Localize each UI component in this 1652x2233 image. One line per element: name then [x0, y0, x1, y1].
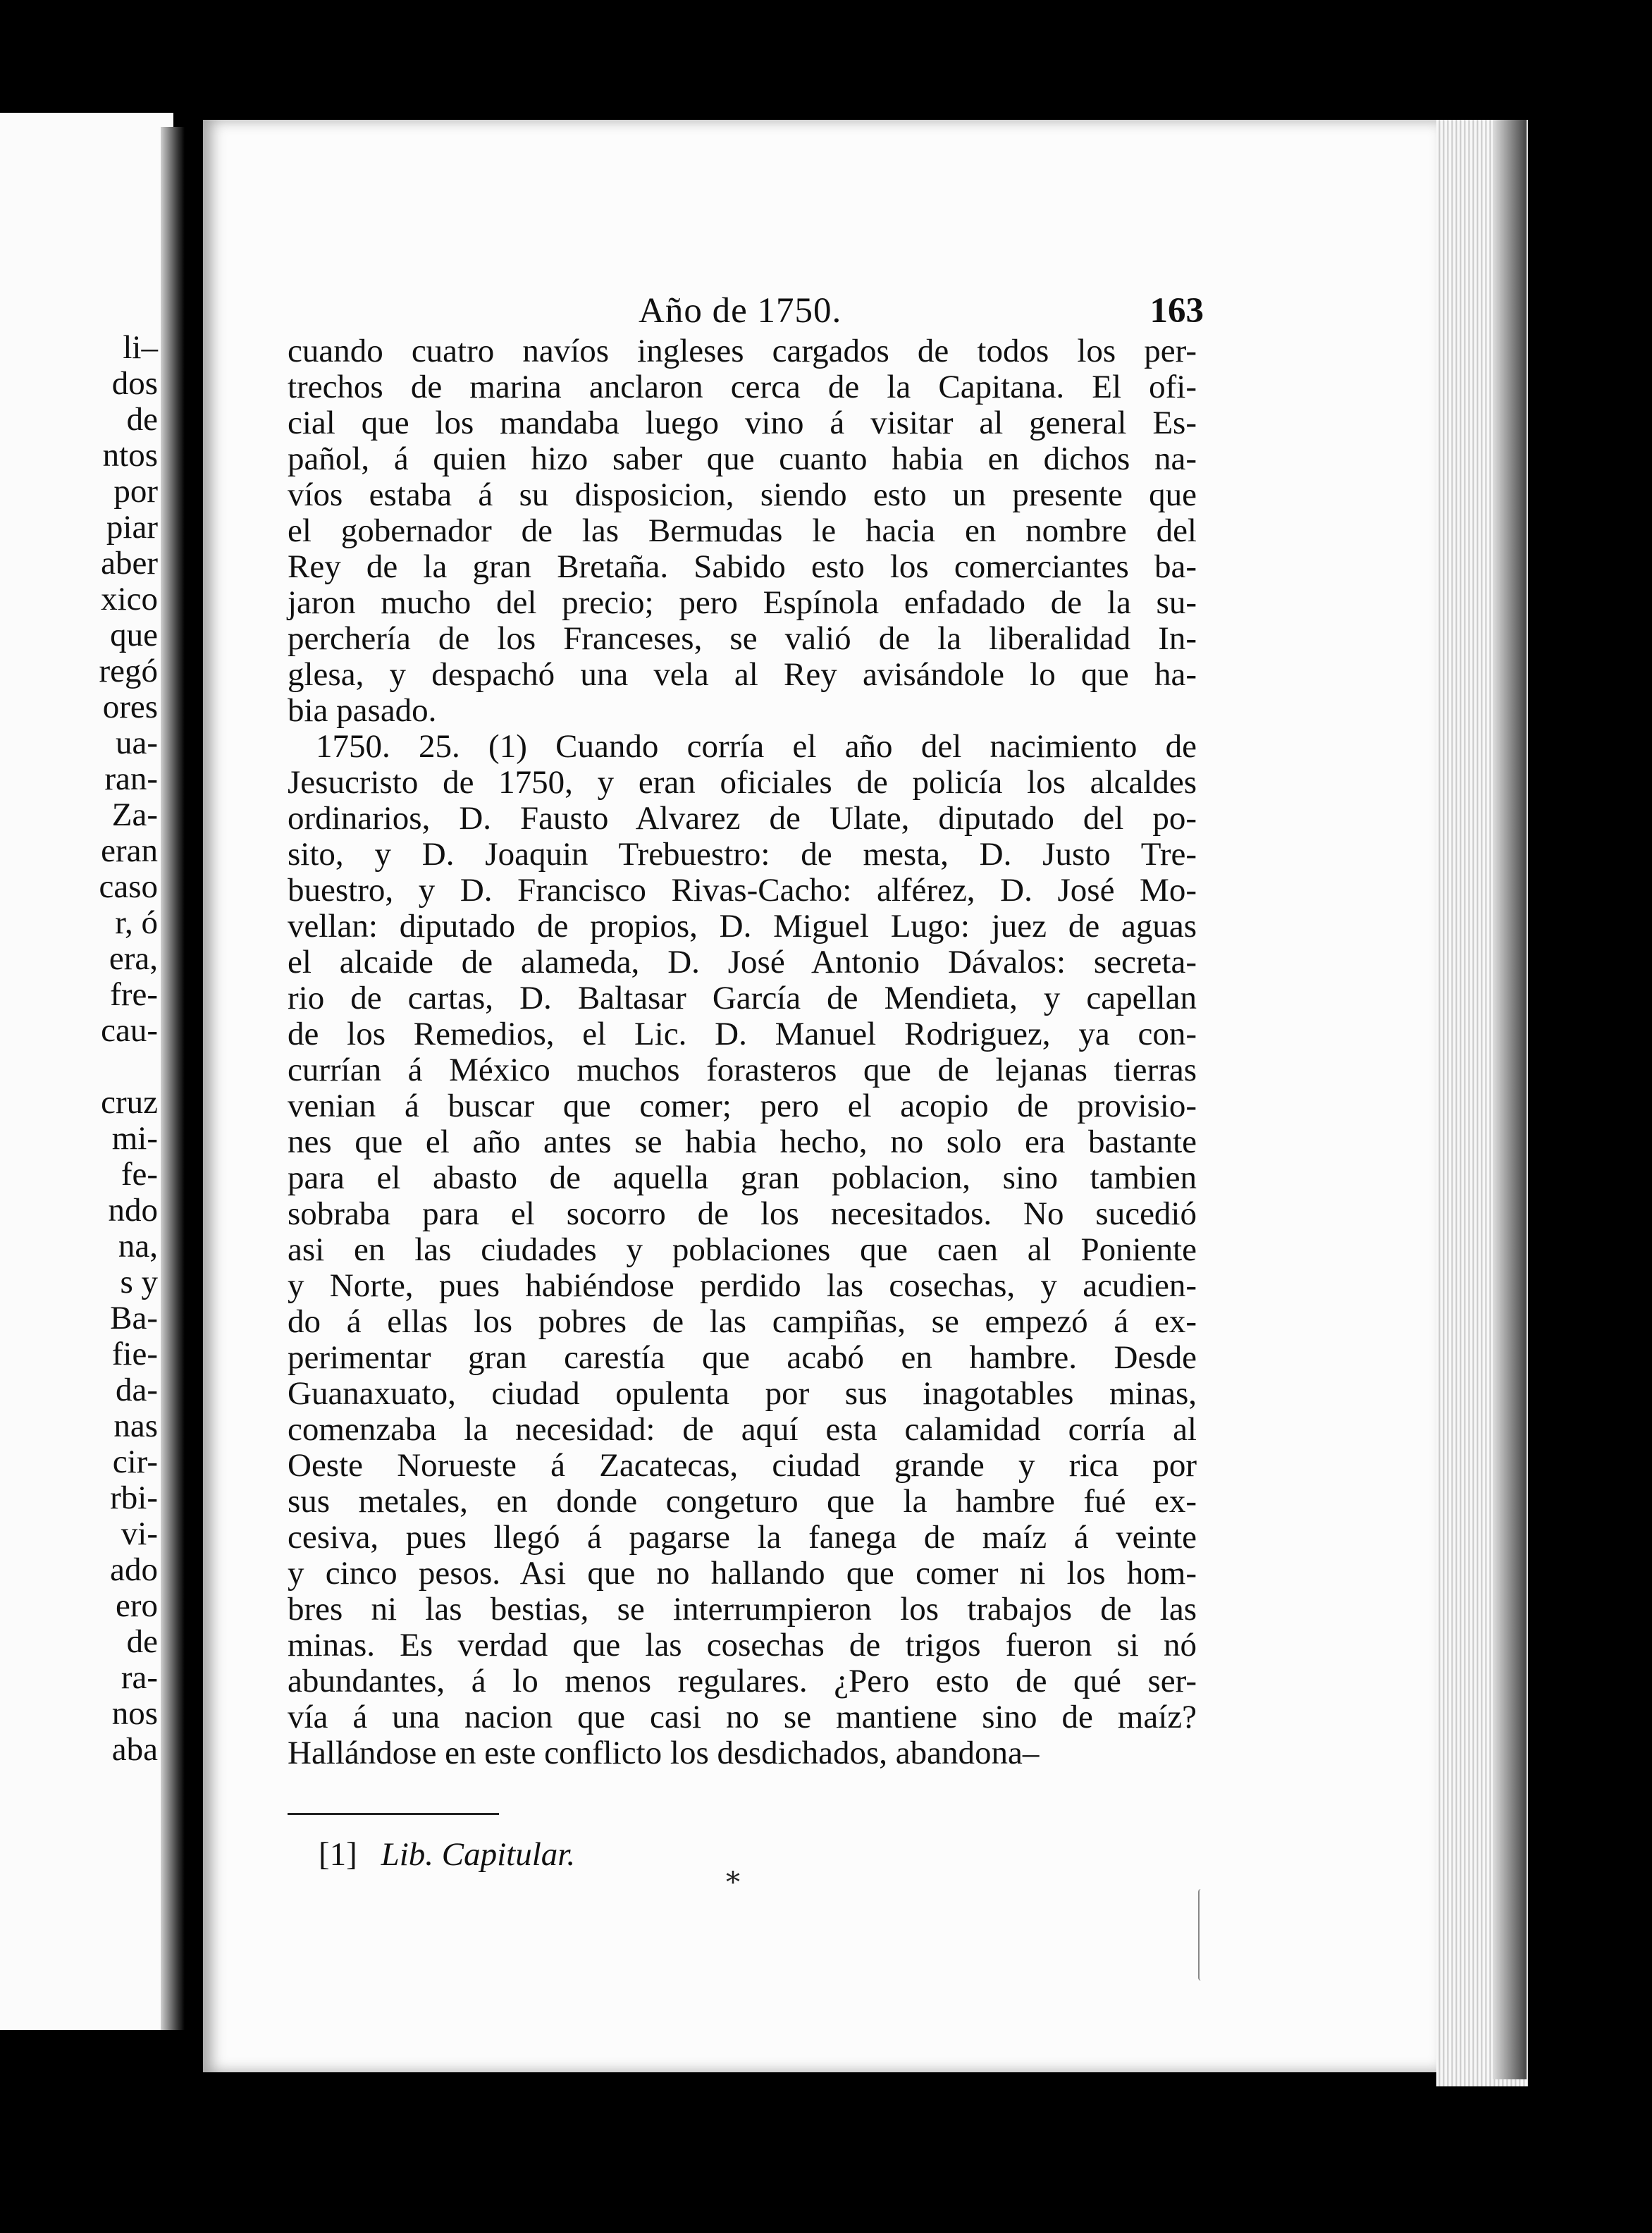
left-page-fragment: rbi-: [110, 1480, 158, 1516]
left-page-fragment: [99, 1049, 158, 1085]
page-edge-shadow: [1493, 120, 1527, 2079]
body-line: rio de cartas, D. Baltasar García de Mendieta, y capellan: [288, 980, 1197, 1016]
left-page-fragment: nas: [113, 1408, 158, 1444]
left-page-fragment: na,: [118, 1228, 158, 1265]
body-line: perimentar gran carestía que acabó en hambre. Desde: [288, 1339, 1197, 1376]
body-line: venian á buscar que comer; pero el acopio de provisio-: [288, 1088, 1197, 1124]
left-page-fragment: aber: [101, 545, 158, 582]
body-line: Rey de la gran Bretaña. Sabido esto los comerciantes ba-: [288, 548, 1197, 585]
body-text: [288, 333, 1197, 1771]
left-page-fragment: era,: [109, 940, 158, 977]
body-line: vellan: diputado de propios, D. Miguel Lugo: juez de aguas: [288, 908, 1197, 945]
left-page-fragment: de: [126, 1623, 158, 1660]
body-line: y cinco pesos. Asi que no hallando que comer ni los hom-: [288, 1555, 1197, 1592]
book-gutter: [161, 127, 185, 2030]
body-line: para el abasto de aquella gran poblacion, sino tambien: [288, 1159, 1197, 1196]
left-page-fragment: r, ó: [115, 904, 158, 941]
body-line: ordinarios, D. Fausto Alvarez de Ulate, diputado del po-: [288, 800, 1197, 837]
body-line: el alcaide de alameda, D. José Antonio Dávalos: secreta-: [288, 944, 1197, 980]
running-header: [288, 290, 1204, 333]
left-page-fragment: regó: [99, 653, 158, 689]
body-line: Oeste Norueste á Zacatecas, ciudad grande y rica por: [288, 1447, 1197, 1484]
body-line: Guanaxuato, ciudad opulenta por sus inagotables minas,: [288, 1375, 1197, 1412]
left-page-fragment: li–: [123, 329, 158, 366]
left-page-fragment: mi-: [111, 1120, 158, 1157]
left-page-fragment: Za-: [111, 796, 158, 833]
left-page-fragment: ua-: [115, 725, 158, 761]
left-page-fragment: ero: [115, 1587, 158, 1624]
body-line: el gobernador de las Bermudas le hacia en nombre del: [288, 512, 1197, 549]
body-line: sobraba para el socorro de los necesitados. No sucedió: [288, 1195, 1197, 1232]
body-line: comenzaba la necesidad: de aquí esta calamidad corría al: [288, 1411, 1197, 1448]
left-page-fragment: ntos: [102, 437, 158, 474]
footnote-reference: Lib. Capitular.: [381, 1836, 576, 1873]
left-page-fragment: nos: [111, 1695, 158, 1732]
left-page-fragment: ra-: [121, 1659, 158, 1696]
body-line: do á ellas los pobres de las campiñas, se empezó á ex-: [288, 1303, 1197, 1340]
body-line: glesa, y despachó una vela al Rey avisándole lo que ha-: [288, 656, 1197, 693]
footnote: [319, 1835, 575, 1874]
body-line: jaron mucho del precio; pero Espínola enfadado de la su-: [288, 584, 1197, 621]
left-page-fragment: que: [110, 617, 158, 653]
body-line: bia pasado.: [288, 692, 437, 729]
body-line: 1750. 25. (1) Cuando corría el año del nacimiento de: [316, 728, 1197, 765]
left-page-fragment: ado: [110, 1551, 158, 1588]
body-line: vía á una nacion que casi no se mantiene sino de maíz?: [288, 1699, 1197, 1735]
left-page-fragment: ores: [102, 689, 158, 725]
footnote-number: [1]: [319, 1836, 357, 1873]
body-line: asi en las ciudades y poblaciones que caen al Poniente: [288, 1231, 1197, 1268]
body-line: sito, y D. Joaquin Trebuestro: de mesta, D. Justo Tre-: [288, 836, 1197, 873]
left-page-fragment: ndo: [108, 1192, 158, 1229]
left-page-fragment: s y: [120, 1264, 158, 1300]
left-page-fragment: cruz: [101, 1084, 158, 1121]
left-page-text: [99, 330, 158, 1768]
left-page-fragment: por: [113, 473, 158, 510]
body-line: nes que el año antes se habia hecho, no solo era bastante: [288, 1124, 1197, 1160]
left-page-fragment: eran: [101, 832, 158, 869]
body-line: buestro, y D. Francisco Rivas-Cacho: alférez, D. José Mo-: [288, 872, 1197, 909]
left-page-fragment: fie-: [111, 1336, 158, 1372]
body-line: abundantes, á lo menos regulares. ¿Pero esto de qué ser-: [288, 1663, 1197, 1699]
body-line: cial que los mandaba luego vino á visitar al general Es-: [288, 405, 1197, 441]
body-line: Jesucristo de 1750, y eran oficiales de policía los alcaldes: [288, 764, 1197, 801]
body-line: minas. Es verdad que las cosechas de trigos fueron si nó: [288, 1627, 1197, 1663]
left-page-fragment: cir-: [112, 1444, 158, 1480]
body-line: víos estaba á su disposicion, siendo esto un presente que: [288, 476, 1197, 513]
footnote-rule: [288, 1813, 499, 1815]
signature-mark: *: [726, 1866, 740, 1899]
body-line: pañol, á quien hizo saber que cuanto habia en dichos na-: [288, 441, 1197, 477]
left-page-fragment: xico: [101, 581, 158, 617]
body-line: bres ni las bestias, se interrumpieron los trabajos de las: [288, 1591, 1197, 1628]
left-page-fragment: fe-: [121, 1156, 158, 1193]
left-page-fragment: de: [126, 401, 158, 438]
left-page-fragment: dos: [111, 365, 158, 402]
left-page-fragment: fre-: [110, 976, 158, 1013]
body-line: Hallándose en este conflicto los desdichados, abandona–: [288, 1735, 1040, 1771]
left-page-fragment: Ba-: [110, 1300, 158, 1336]
header-title: Año de 1750.: [639, 291, 842, 331]
left-page-fragment: da-: [115, 1372, 158, 1408]
body-line: y Norte, pues habiéndose perdido las cosechas, y acudien-: [288, 1267, 1197, 1304]
left-page-fragment: vi-: [121, 1515, 158, 1552]
left-page-fragment: caso: [99, 868, 158, 905]
left-page-fragment: aba: [111, 1731, 158, 1768]
body-line: cesiva, pues llegó á pagarse la fanega de maíz á veinte: [288, 1519, 1197, 1556]
left-page-fragment: cau-: [101, 1012, 158, 1049]
body-line: perchería de los Franceses, se valió de la liberalidad In-: [288, 620, 1197, 657]
body-line: sus metales, en donde congeturo que la hambre fué ex-: [288, 1483, 1197, 1520]
body-line: de los Remedios, el Lic. D. Manuel Rodriguez, ya con-: [288, 1016, 1197, 1052]
left-page-fragment: piar: [106, 509, 158, 546]
page-number: 163: [1149, 291, 1204, 331]
left-page: [0, 113, 173, 2030]
body-line: trechos de marina anclaron cerca de la Capitana. El ofi-: [288, 369, 1197, 405]
left-page-fragment: ran-: [104, 761, 158, 797]
body-line: cuando cuatro navíos ingleses cargados de todos los per-: [288, 333, 1197, 369]
body-line: currían á México muchos forasteros que de lejanas tierras: [288, 1052, 1197, 1088]
margin-mark: [1198, 1889, 1204, 1981]
